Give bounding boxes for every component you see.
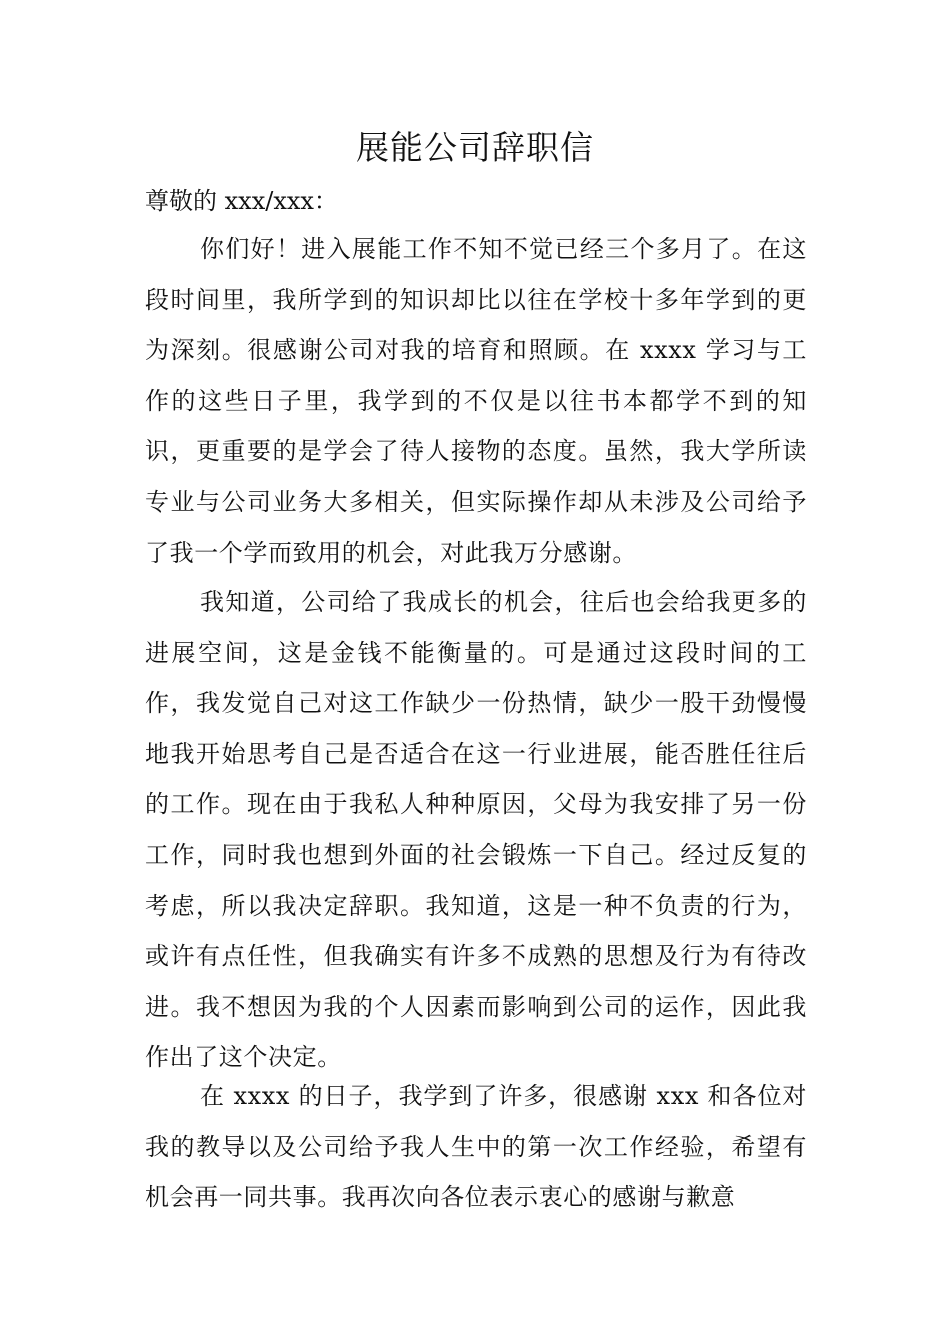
body-paragraph-2: 我知道，公司给了我成长的机会，往后也会给我更多的进展空间，这是金钱不能衡量的。可是通过这段时间的工作，我发觉自己对这工作缺少一份热情，缺少一股干劲慢慢地我开始思考自己是否适合在这一行业进展，能否胜任往后的工作。现在由于我私人种种原因，父母为我安排了另一份工作，同时我也想到外面的社会锻炼一下自己。经过反复的考虑，所以我决定辞职。我知道，这是一种不负责的行为，或许有点任性，但我确实有许多不成熟的思想及行为有待改进。我不想因为我的个人因素而影响到公司的运作，因此我作出了这个决定。 — [145, 588, 807, 1072]
salutation: 尊敬的 xxx/xxx： — [145, 187, 338, 215]
body-paragraph-1: 你们好！进入展能工作不知不觉已经三个多月了。在这段时间里，我所学到的知识却比以往在学校十多年学到的更为深刻。很感谢公司对我的培育和照顾。在 xxxx 学习与工作的这些日子里，我学到的不仅是以往书本都学不到的知识，更重要的是学会了待人接物的态度。虽然，我大学所读专业与公司业务大多相关，但实际操作却从未涉及公司给予了我一个学而致用的机会，对此我万分感谢。 — [145, 235, 807, 567]
document-title: 展能公司辞职信 — [356, 128, 594, 167]
body-paragraph-3: 在 xxxx 的日子，我学到了许多，很感谢 xxx 和各位对我的教导以及公司给予我人生中的第一次工作经验，希望有机会再一同共事。我再次向各位表示衷心的感谢与歉意 — [145, 1082, 807, 1212]
